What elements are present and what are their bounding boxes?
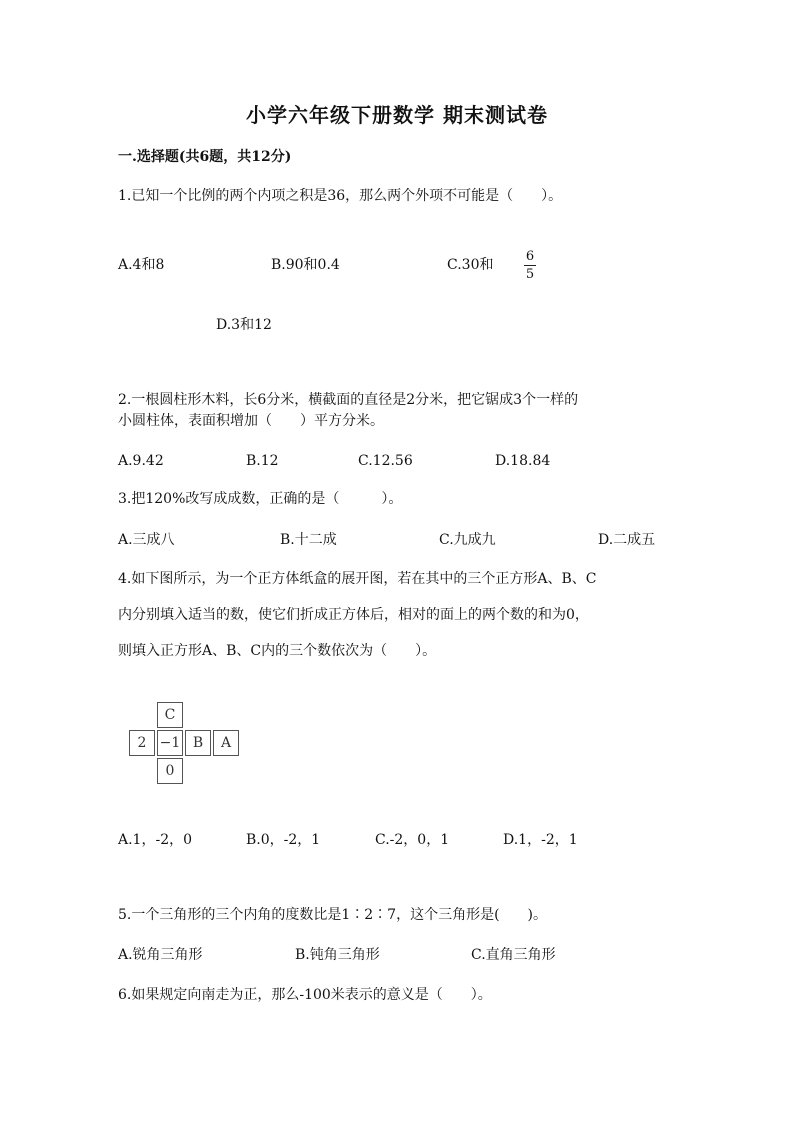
question-1-option-b: B.90和0.4 bbox=[271, 257, 340, 273]
question-5-option-c: C.直角三角形 bbox=[471, 947, 556, 963]
question-2-option-a: A.9.42 bbox=[118, 453, 164, 469]
question-6-stem: 6.如果规定向南走为正，那么-100米表示的意义是（ ）。 bbox=[118, 987, 492, 1003]
question-4-stem-line1: 4.如下图所示，为一个正方体纸盒的展开图，若在其中的三个正方形A、B、C bbox=[118, 571, 597, 587]
question-2-option-d: D.18.84 bbox=[495, 453, 551, 469]
net-cell-left: 2 bbox=[129, 730, 155, 756]
question-2-option-b: B.12 bbox=[246, 453, 279, 469]
question-4-option-b: B.0，-2，1 bbox=[246, 832, 321, 848]
question-2-stem-line2: 小圆柱体，表面积增加（ ）平方分米。 bbox=[118, 413, 384, 429]
net-cell-b: B bbox=[185, 730, 211, 756]
question-3-option-c: C.九成九 bbox=[439, 532, 496, 548]
question-3-option-a: A.三成八 bbox=[118, 532, 175, 548]
question-3-option-d: D.二成五 bbox=[598, 532, 656, 548]
question-1-option-c: C.30和 bbox=[447, 257, 494, 273]
fraction-bar bbox=[524, 265, 536, 266]
net-cell-bottom: 0 bbox=[157, 758, 183, 784]
question-1-option-d: D.3和12 bbox=[216, 317, 272, 333]
question-3-stem: 3.把120%改写成成数，正确的是（ ）。 bbox=[118, 491, 403, 507]
section-heading: 一.选择题(共6题，共12分) bbox=[118, 149, 292, 165]
question-1-stem: 1.已知一个比例的两个内项之积是36，那么两个外项不可能是（ ）。 bbox=[118, 188, 563, 204]
question-4-stem-line3: 则填入正方形A、B、C内的三个数依次为（ ）。 bbox=[118, 643, 437, 659]
question-1-option-a: A.4和8 bbox=[118, 257, 165, 273]
net-cell-center: −1 bbox=[157, 730, 183, 756]
fraction-six-fifths bbox=[524, 250, 536, 282]
question-3-option-b: B.十二成 bbox=[280, 532, 337, 548]
fraction-numerator: 6 bbox=[525, 249, 535, 264]
question-4-stem-line2: 内分别填入适当的数，使它们折成正方体后，相对的面上的两个数的和为0， bbox=[118, 607, 589, 623]
fraction-denominator: 5 bbox=[525, 267, 535, 282]
net-cell-top: C bbox=[157, 702, 183, 728]
question-5-option-a: A.锐角三角形 bbox=[118, 947, 203, 963]
net-cell-a: A bbox=[213, 730, 239, 756]
question-4-option-a: A.1，-2，0 bbox=[118, 832, 193, 848]
question-5-option-b: B.钝角三角形 bbox=[295, 947, 380, 963]
question-4-option-c: C.-2，0，1 bbox=[375, 832, 450, 848]
question-2-stem-line1: 2.一根圆柱形木料，长6分米，横截面的直径是2分米，把它锯成3个一样的 bbox=[118, 392, 579, 408]
page-title: 小学六年级下册数学 期末测试卷 bbox=[246, 103, 548, 127]
question-4-option-d: D.1，-2，1 bbox=[503, 832, 578, 848]
question-5-stem: 5.一个三角形的三个内角的度数比是1∶2∶7，这个三角形是( )。 bbox=[118, 907, 548, 923]
question-2-option-c: C.12.56 bbox=[358, 453, 413, 469]
